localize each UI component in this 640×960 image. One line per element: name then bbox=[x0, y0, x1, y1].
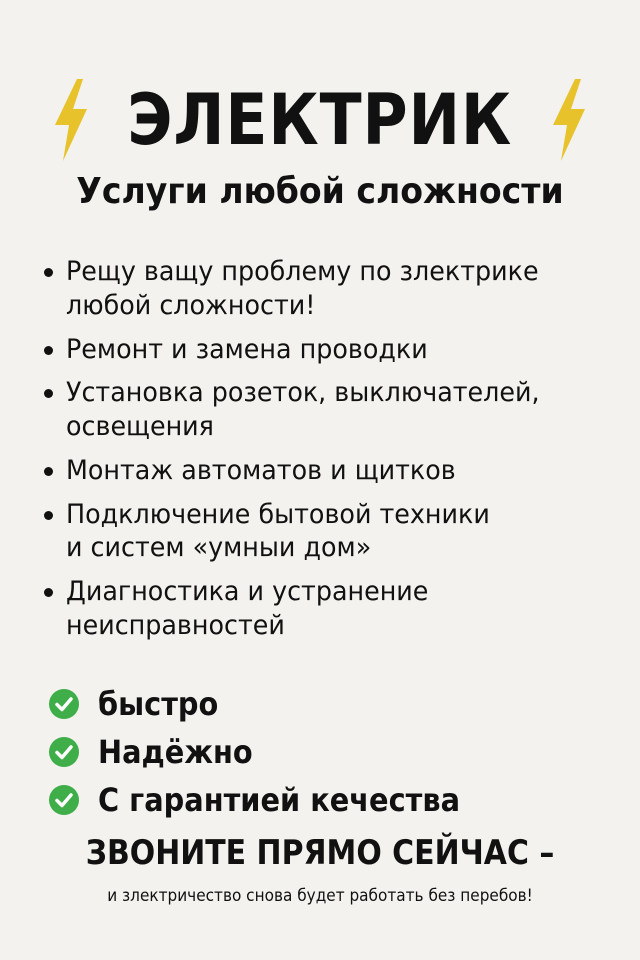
page-title: ЭЛЕКТРИК bbox=[127, 79, 513, 161]
service-item bbox=[44, 255, 624, 323]
service-item bbox=[44, 498, 624, 566]
bullet bbox=[44, 588, 53, 597]
feature-item bbox=[48, 776, 608, 824]
feature-text: Надёжно bbox=[98, 733, 253, 771]
feature-text: быстро bbox=[98, 685, 219, 723]
lightning-bolt-icon bbox=[549, 79, 589, 161]
bullet bbox=[44, 389, 53, 398]
lightning-bolt-icon bbox=[51, 79, 91, 161]
check-circle-icon bbox=[48, 736, 80, 768]
check-circle-icon bbox=[48, 784, 80, 816]
subtitle: Услуги любой сложности bbox=[76, 171, 564, 212]
service-item bbox=[44, 376, 624, 444]
service-text: Установка розеток, выключателей, освещения bbox=[66, 377, 540, 442]
service-text: Диагностика и устранение неисправностей bbox=[66, 576, 429, 641]
service-text: Подключение бытовой техники и систем «умныи дом» bbox=[66, 498, 490, 564]
feature-item bbox=[48, 680, 608, 728]
tagline: и злектричество снова будет работать без перебов! bbox=[107, 886, 533, 906]
feature-text: С гарантией кечества bbox=[98, 781, 461, 819]
service-item bbox=[44, 454, 624, 488]
bullet bbox=[44, 268, 53, 277]
service-item bbox=[44, 575, 624, 643]
call-to-action: ЗВОНИТЕ ПРЯМО СЕЙЧАС – bbox=[85, 833, 555, 873]
check-circle-icon bbox=[48, 688, 80, 720]
service-item bbox=[44, 333, 624, 367]
service-text: Ремонт и замена проводки bbox=[66, 333, 428, 365]
service-text: Монтаж автоматов и щитков bbox=[66, 454, 456, 486]
service-text: Рещу ващу проблему по злектрике любой сложности! bbox=[66, 256, 539, 321]
bullet bbox=[44, 467, 53, 476]
feature-item bbox=[48, 728, 608, 776]
features-list bbox=[48, 680, 608, 824]
bullet bbox=[44, 511, 53, 520]
bullet bbox=[44, 346, 53, 355]
services-list bbox=[44, 255, 624, 653]
header bbox=[0, 70, 640, 170]
